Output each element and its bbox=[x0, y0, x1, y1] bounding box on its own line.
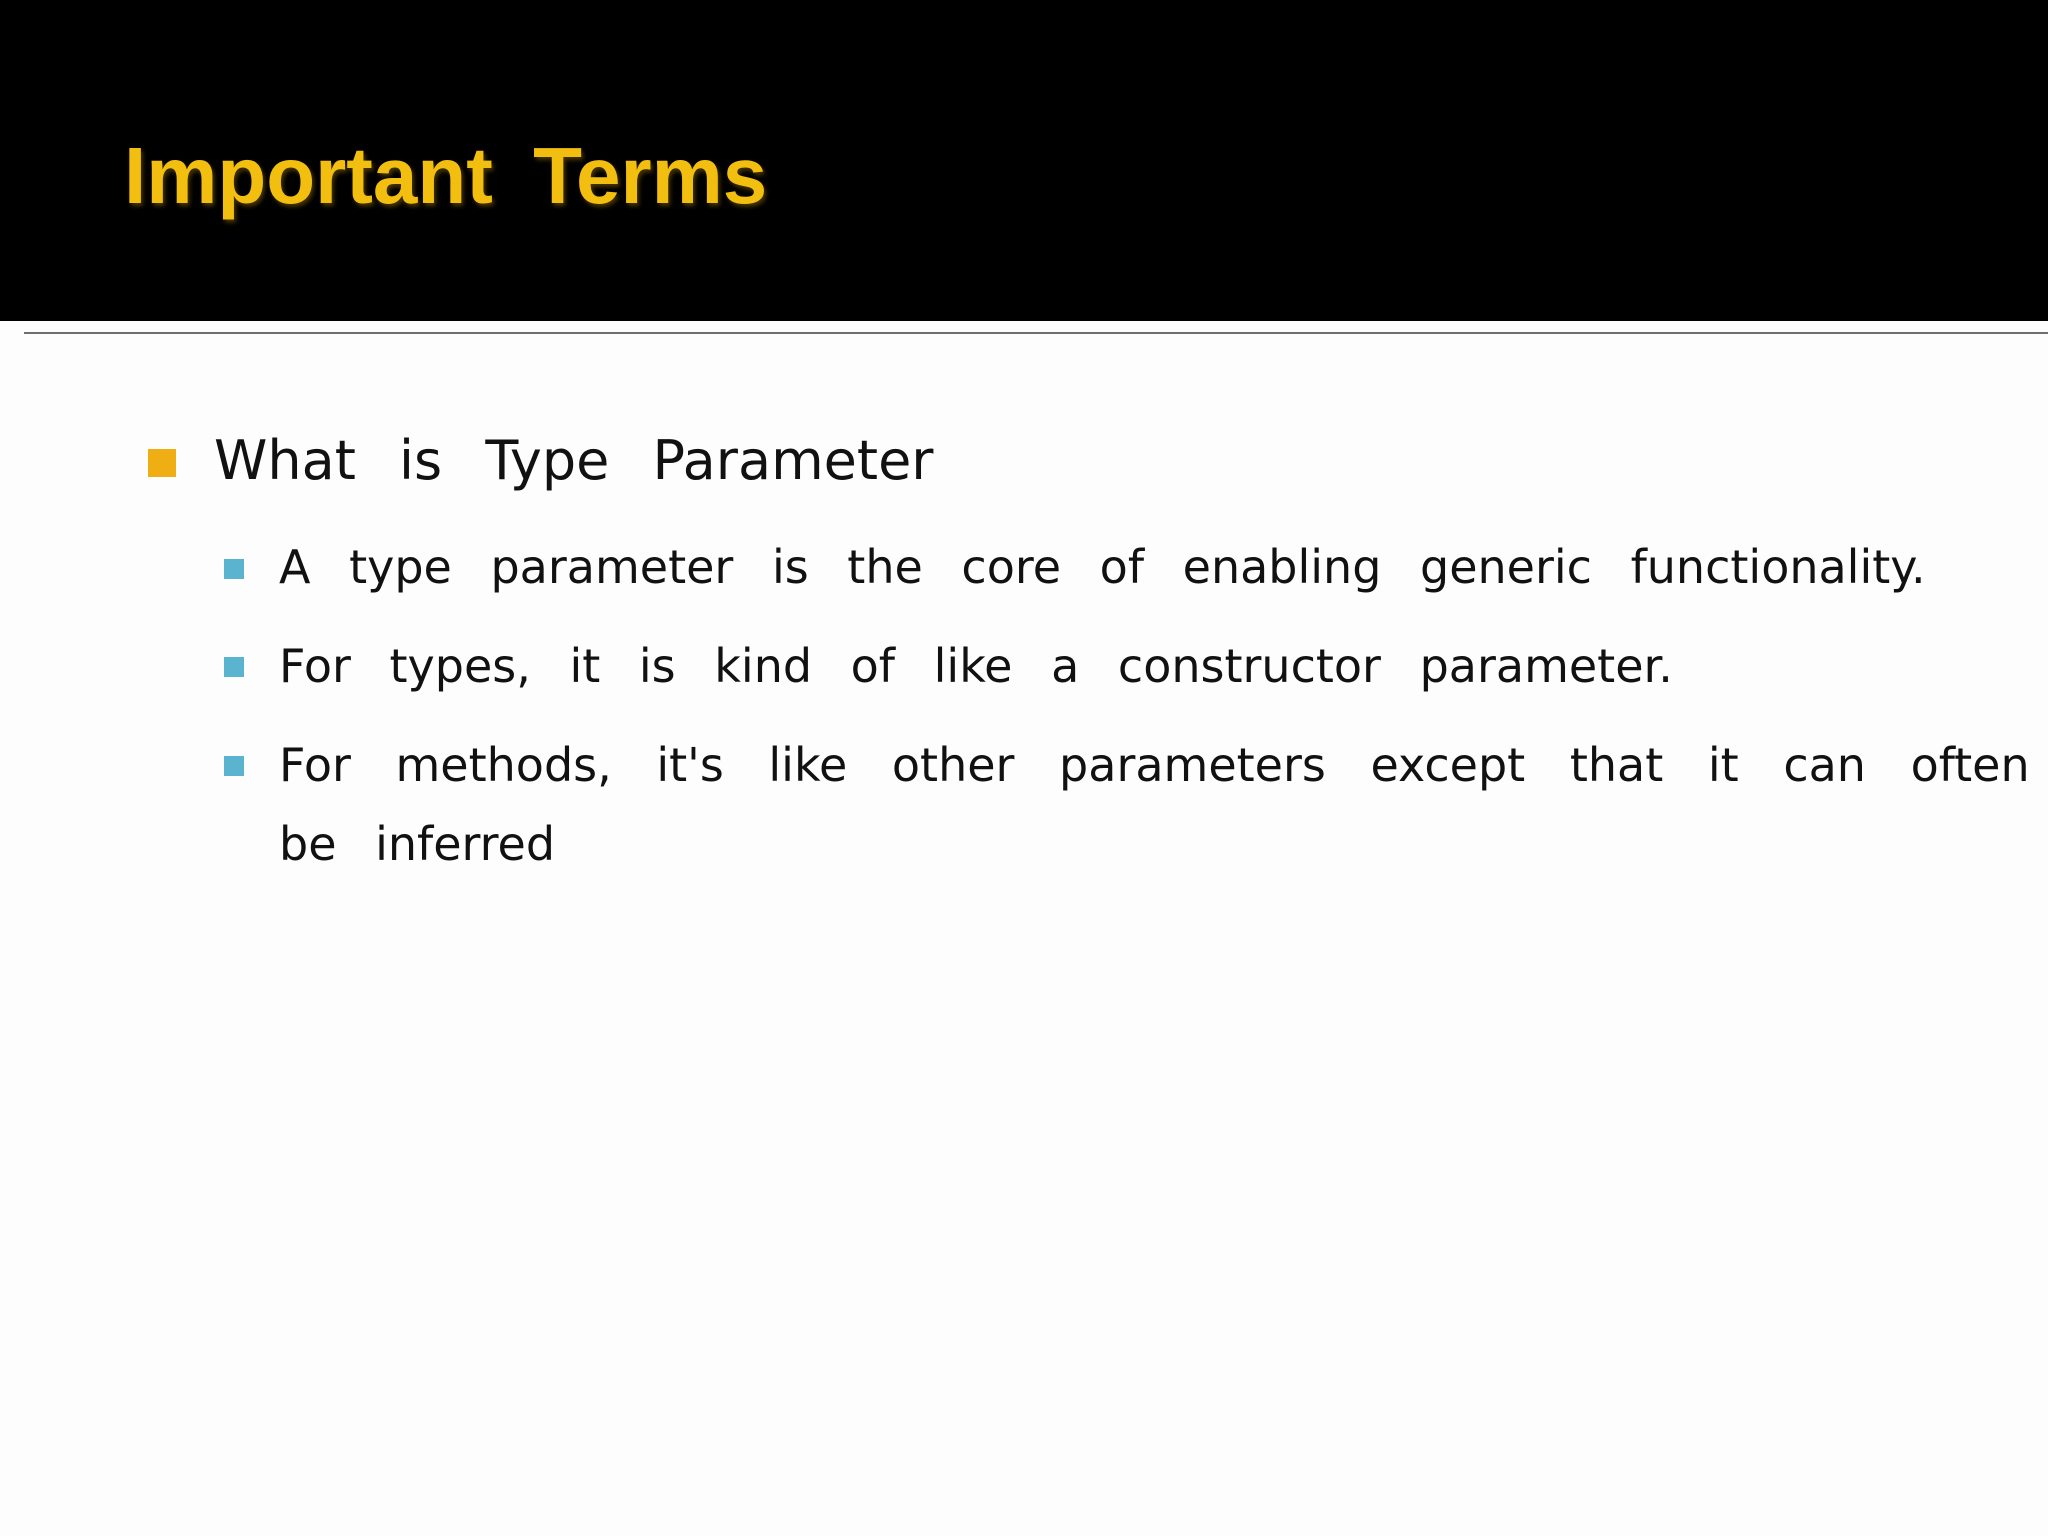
slide-title: Important Terms bbox=[124, 131, 768, 220]
sub-bullet-square-icon bbox=[224, 756, 244, 776]
sub-bullet-text-2: For types, it is kind of like a constructor parameter. bbox=[279, 639, 1673, 693]
sub-bullet-text-3-continued: be inferred bbox=[279, 817, 556, 871]
sub-bullet-text-1: A type parameter is the core of enabling generic functionality. bbox=[279, 540, 1926, 594]
sub-bullet-square-icon bbox=[224, 559, 244, 579]
sub-bullet-square-icon bbox=[224, 657, 244, 677]
sub-bullet-text-3: For methods, it's like other parameters except that it can often bbox=[279, 738, 2030, 792]
main-bullet-text: What is Type Parameter bbox=[214, 429, 934, 492]
main-bullet-square-icon bbox=[148, 449, 176, 477]
